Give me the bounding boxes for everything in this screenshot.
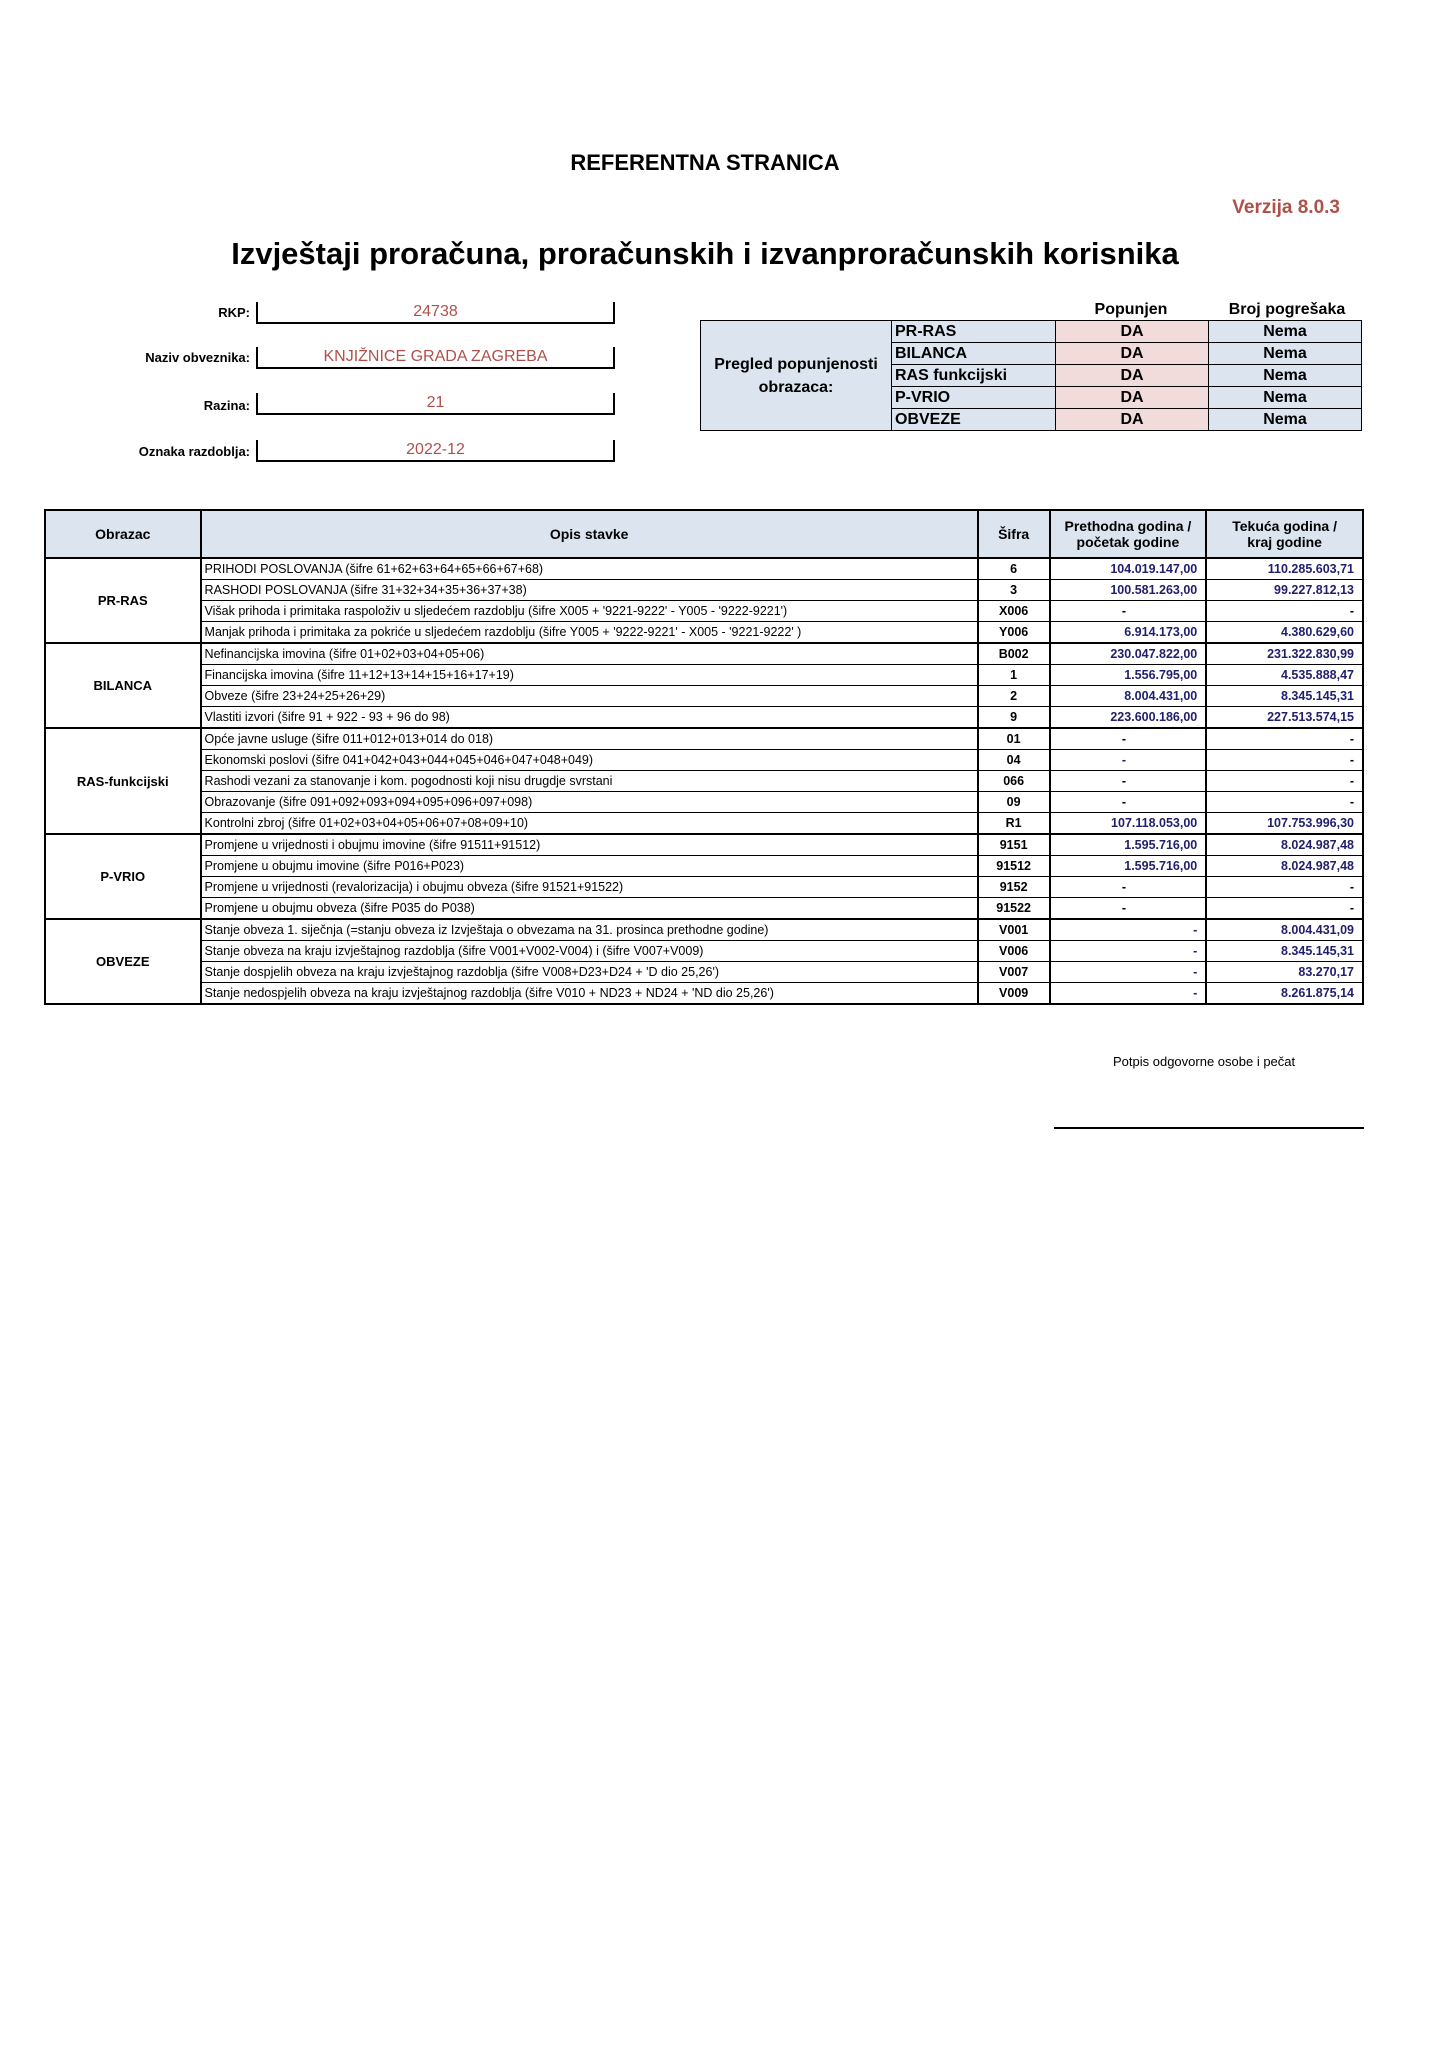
row-prev-value: 104.019.147,00 <box>1050 558 1207 580</box>
row-prev-value: 223.600.186,00 <box>1050 707 1207 729</box>
row-description: Promjene u vrijednosti (revalorizacija) i obujmu obveza (šifre 91521+91522) <box>201 877 978 898</box>
overview-errors: Nema <box>1209 343 1362 365</box>
col-sifra: Šifra <box>978 510 1050 558</box>
row-description: Stanje obveza na kraju izvještajnog razdoblja (šifre V001+V002-V004) i (šifre V007+V009) <box>201 941 978 962</box>
table-row <box>45 665 1363 686</box>
row-code: 9 <box>978 707 1050 729</box>
table-row <box>45 962 1363 983</box>
signature-line <box>1054 1127 1364 1129</box>
group-label: RAS-funkcijski <box>45 728 201 834</box>
row-description: Kontrolni zbroj (šifre 01+02+03+04+05+06+07+08+09+10) <box>201 813 978 835</box>
row-description: Ekonomski poslovi (šifre 041+042+043+044+045+046+047+048+049) <box>201 750 978 771</box>
table-row <box>45 728 1363 750</box>
row-prev-value: - <box>1050 941 1207 962</box>
row-prev-value: 1.595.716,00 <box>1050 856 1207 877</box>
razina-field[interactable]: 21 <box>256 393 615 415</box>
table-row <box>45 686 1363 707</box>
overview-filled: DA <box>1056 343 1209 365</box>
row-curr-value: 4.535.888,47 <box>1206 665 1363 686</box>
row-description: RASHODI POSLOVANJA (šifre 31+32+34+35+36+37+38) <box>201 580 978 601</box>
row-curr-value: 83.270,17 <box>1206 962 1363 983</box>
overview-errors: Nema <box>1209 387 1362 409</box>
row-description: PRIHODI POSLOVANJA (šifre 61+62+63+64+65+66+67+68) <box>201 558 978 580</box>
overview-filled: DA <box>1056 365 1209 387</box>
rkp-label: RKP: <box>218 305 250 320</box>
row-description: Opće javne usluge (šifre 011+012+013+014 do 018) <box>201 728 978 750</box>
table-row <box>45 707 1363 729</box>
row-curr-value: 8.345.145,31 <box>1206 686 1363 707</box>
table-row <box>45 750 1363 771</box>
row-curr-value: 231.322.830,99 <box>1206 643 1363 665</box>
row-code: 01 <box>978 728 1050 750</box>
row-curr-value: - <box>1206 771 1363 792</box>
group-label: P-VRIO <box>45 834 201 919</box>
overview-row <box>701 321 1362 343</box>
razdoblje-label: Oznaka razdoblja: <box>138 444 250 459</box>
razina-label: Razina: <box>203 398 250 413</box>
row-curr-value: - <box>1206 792 1363 813</box>
row-code: Y006 <box>978 622 1050 644</box>
row-prev-value: - <box>1050 728 1207 750</box>
row-curr-value: 8.004.431,09 <box>1206 919 1363 941</box>
table-row <box>45 771 1363 792</box>
row-code: 04 <box>978 750 1050 771</box>
signature-label: Potpis odgovorne osobe i pečat <box>1113 1054 1296 1069</box>
overview-filled: DA <box>1056 321 1209 343</box>
group-label: PR-RAS <box>45 558 201 643</box>
row-prev-value: 6.914.173,00 <box>1050 622 1207 644</box>
row-curr-value: - <box>1206 877 1363 898</box>
row-prev-value: 1.595.716,00 <box>1050 834 1207 856</box>
row-code: 1 <box>978 665 1050 686</box>
row-description: Promjene u vrijednosti i obujmu imovine (šifre 91511+91512) <box>201 834 978 856</box>
overview-form-name: BILANCA <box>892 343 1056 365</box>
overview-filled: DA <box>1056 387 1209 409</box>
row-prev-value: - <box>1050 771 1207 792</box>
row-curr-value: 110.285.603,71 <box>1206 558 1363 580</box>
row-prev-value: - <box>1050 792 1207 813</box>
row-code: 6 <box>978 558 1050 580</box>
row-code: R1 <box>978 813 1050 835</box>
row-prev-value: - <box>1050 962 1207 983</box>
table-row <box>45 643 1363 665</box>
rkp-field[interactable]: 24738 <box>256 302 615 324</box>
table-row <box>45 856 1363 877</box>
row-code: 91512 <box>978 856 1050 877</box>
row-curr-value: - <box>1206 601 1363 622</box>
row-prev-value: - <box>1050 983 1207 1005</box>
row-code: 9151 <box>978 834 1050 856</box>
row-description: Stanje obveza 1. siječnja (=stanju obveza iz Izvještaja o obvezama na 31. prosinca prethodne godine) <box>201 919 978 941</box>
row-prev-value: - <box>1050 750 1207 771</box>
overview-errors: Nema <box>1209 409 1362 431</box>
table-row <box>45 580 1363 601</box>
table-row <box>45 898 1363 920</box>
summary-table <box>44 509 1364 1005</box>
row-curr-value: 8.345.145,31 <box>1206 941 1363 962</box>
table-row <box>45 983 1363 1005</box>
table-header-row <box>45 510 1363 558</box>
col-obrazac: Obrazac <box>45 510 201 558</box>
overview-col-greske: Broj pogrešaka <box>1228 301 1346 318</box>
row-description: Promjene u obujmu imovine (šifre P016+P023) <box>201 856 978 877</box>
table-row <box>45 834 1363 856</box>
row-code: 09 <box>978 792 1050 813</box>
row-prev-value: 230.047.822,00 <box>1050 643 1207 665</box>
row-curr-value: 8.024.987,48 <box>1206 834 1363 856</box>
row-prev-value: - <box>1050 898 1207 920</box>
group-label: OBVEZE <box>45 919 201 1004</box>
table-row <box>45 601 1363 622</box>
col-prethodna: Prethodna godina / početak godine <box>1050 510 1207 558</box>
overview-filled: DA <box>1056 409 1209 431</box>
row-code: V001 <box>978 919 1050 941</box>
row-code: 9152 <box>978 877 1050 898</box>
overview-errors: Nema <box>1209 365 1362 387</box>
row-curr-value: - <box>1206 898 1363 920</box>
row-description: Obveze (šifre 23+24+25+26+29) <box>201 686 978 707</box>
col-tekuca: Tekuća godina / kraj godine <box>1206 510 1363 558</box>
row-curr-value: 4.380.629,60 <box>1206 622 1363 644</box>
row-prev-value: 107.118.053,00 <box>1050 813 1207 835</box>
table-row <box>45 877 1363 898</box>
row-curr-value: - <box>1206 728 1363 750</box>
razdoblje-field[interactable]: 2022-12 <box>256 440 615 462</box>
row-description: Obrazovanje (šifre 091+092+093+094+095+096+097+098) <box>201 792 978 813</box>
table-row <box>45 919 1363 941</box>
row-prev-value: - <box>1050 601 1207 622</box>
row-prev-value: 100.581.263,00 <box>1050 580 1207 601</box>
overview-col-popunjen: Popunjen <box>1094 301 1168 318</box>
row-description: Promjene u obujmu obveza (šifre P035 do P038) <box>201 898 978 920</box>
table-row <box>45 813 1363 835</box>
row-description: Vlastiti izvori (šifre 91 + 922 - 93 + 96 do 98) <box>201 707 978 729</box>
table-row <box>45 792 1363 813</box>
row-prev-value: - <box>1050 877 1207 898</box>
row-code: 066 <box>978 771 1050 792</box>
naziv-field[interactable]: KNJIŽNICE GRADA ZAGREBA <box>256 347 615 369</box>
row-description: Rashodi vezani za stanovanje i kom. pogodnosti koji nisu drugdje svrstani <box>201 771 978 792</box>
group-label: BILANCA <box>45 643 201 728</box>
row-code: B002 <box>978 643 1050 665</box>
row-description: Stanje nedospjelih obveza na kraju izvještajnog razdoblja (šifre V010 + ND23 + ND24 + 'ND dio 25,26') <box>201 983 978 1005</box>
row-curr-value: 8.024.987,48 <box>1206 856 1363 877</box>
row-curr-value: 227.513.574,15 <box>1206 707 1363 729</box>
col-opis: Opis stavke <box>201 510 978 558</box>
overview-errors: Nema <box>1209 321 1362 343</box>
overview-form-name: RAS funkcijski <box>892 365 1056 387</box>
row-description: Manjak prihoda i primitaka za pokriće u sljedećem razdoblju (šifre Y005 + '9222-9221' - X005 - '9221-9222' ) <box>201 622 978 644</box>
version-label: Verzija 8.0.3 <box>1232 197 1340 218</box>
overview-form-name: PR-RAS <box>892 321 1056 343</box>
page-title: Izvještaji proračuna, proračunskih i izvanproračunskih korisnika <box>231 236 1179 271</box>
row-code: V006 <box>978 941 1050 962</box>
table-row <box>45 622 1363 644</box>
row-curr-value: 99.227.812,13 <box>1206 580 1363 601</box>
overview-table <box>700 320 1362 431</box>
row-code: V009 <box>978 983 1050 1005</box>
row-code: 91522 <box>978 898 1050 920</box>
overview-label: Pregled popunjenosti obrazaca: <box>701 321 892 431</box>
naziv-label: Naziv obveznika: <box>145 350 250 365</box>
page-heading: REFERENTNA STRANICA <box>570 150 840 175</box>
row-description: Višak prihoda i primitaka raspoloživ u sljedećem razdoblju (šifre X005 + '9221-9222' - Y005 - '9222-9221') <box>201 601 978 622</box>
row-curr-value: 107.753.996,30 <box>1206 813 1363 835</box>
table-row <box>45 558 1363 580</box>
overview-form-name: P-VRIO <box>892 387 1056 409</box>
row-curr-value: 8.261.875,14 <box>1206 983 1363 1005</box>
row-prev-value: 1.556.795,00 <box>1050 665 1207 686</box>
row-code: 2 <box>978 686 1050 707</box>
row-curr-value: - <box>1206 750 1363 771</box>
row-description: Stanje dospjelih obveza na kraju izvještajnog razdoblja (šifre V008+D23+D24 + 'D dio 25,26') <box>201 962 978 983</box>
row-code: 3 <box>978 580 1050 601</box>
table-row <box>45 941 1363 962</box>
row-prev-value: 8.004.431,00 <box>1050 686 1207 707</box>
row-description: Nefinancijska imovina (šifre 01+02+03+04+05+06) <box>201 643 978 665</box>
overview-form-name: OBVEZE <box>892 409 1056 431</box>
row-prev-value: - <box>1050 919 1207 941</box>
row-description: Financijska imovina (šifre 11+12+13+14+15+16+17+19) <box>201 665 978 686</box>
row-code: V007 <box>978 962 1050 983</box>
row-code: X006 <box>978 601 1050 622</box>
